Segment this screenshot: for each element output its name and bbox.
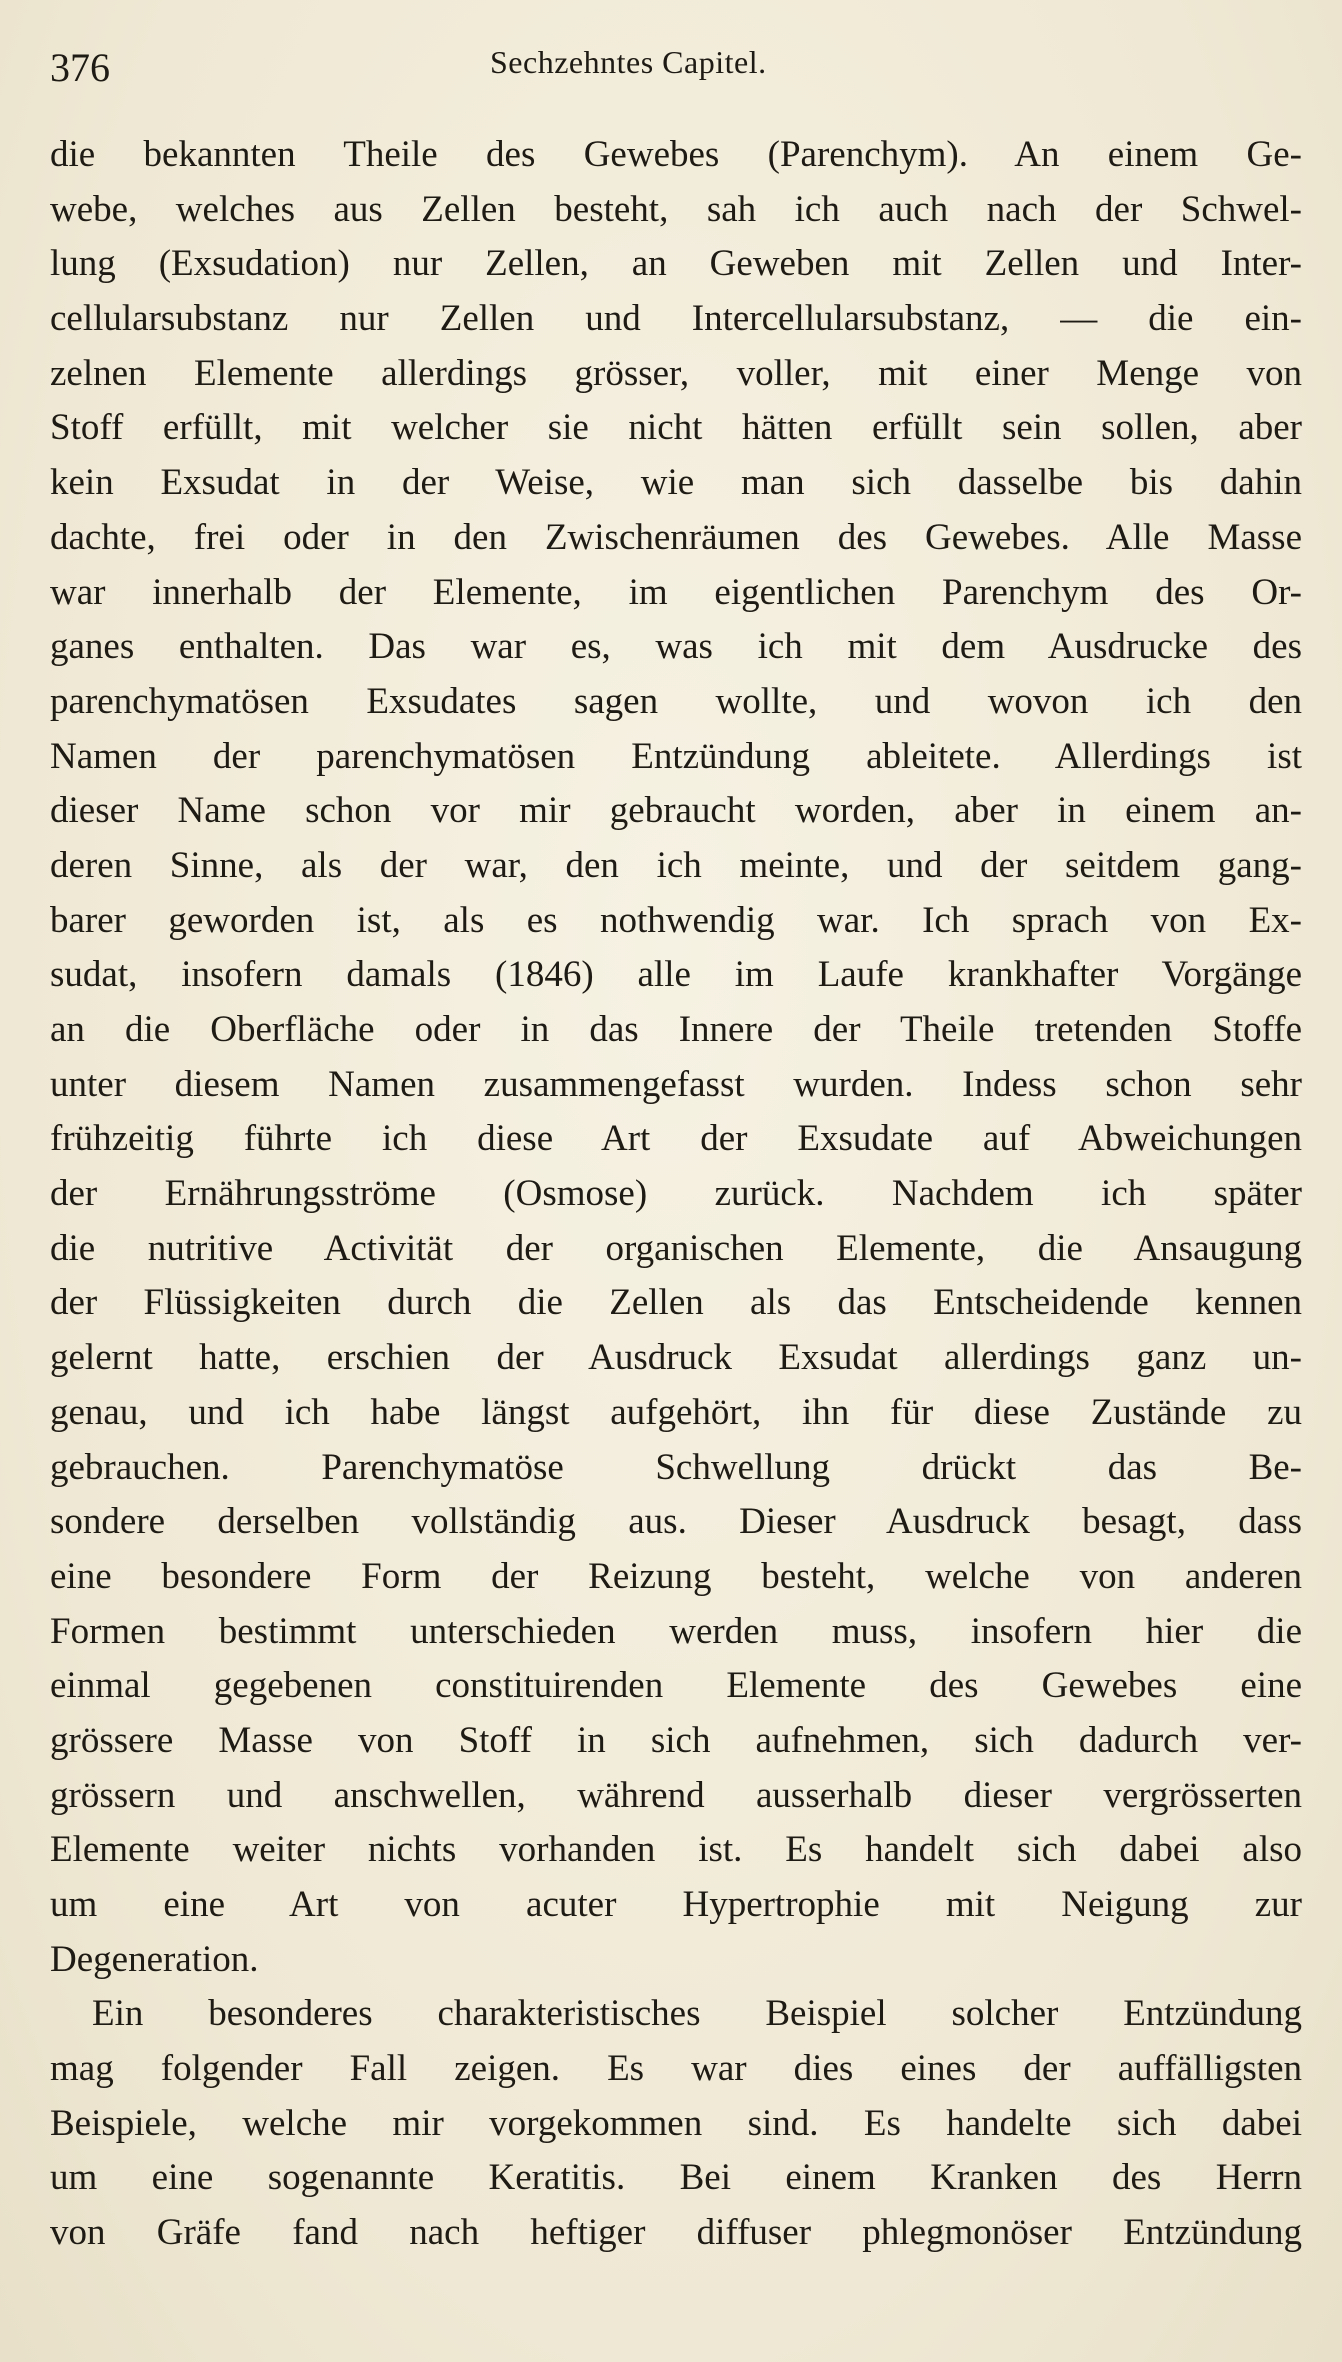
text-line: Ein besonderes charakteristisches Beispiel solcher Entzündung (92, 1993, 1302, 2035)
paragraph (50, 1987, 1302, 2260)
text-line: Elemente weiter nichts vorhanden ist. Es handelt sich dabei also (50, 1829, 1302, 1871)
text-line: war innerhalb der Elemente, im eigentlichen Parenchym des Or- (50, 571, 1302, 613)
text-line: um eine Art von acuter Hypertrophie mit Neigung zur (50, 1884, 1302, 1925)
text-line: barer geworden ist, als es nothwendig war. Ich sprach von Ex- (50, 899, 1302, 941)
book-page (50, 36, 1302, 2326)
running-head: Sechzehntes Capitel. (490, 44, 767, 80)
text-line: cellularsubstanz nur Zellen und Intercellularsubstanz, — die ein- (50, 298, 1302, 340)
text-line: dachte, frei oder in den Zwischenräumen des Gewebes. Alle Masse (50, 516, 1302, 558)
text-line: parenchymatösen Exsudates sagen wollte, und wovon ich den (50, 680, 1302, 722)
text-line: an die Oberfläche oder in das Innere der Theile tretenden Stoffe (50, 1009, 1302, 1050)
text-line: die bekannten Theile des Gewebes (Parenchym). An einem Ge- (50, 134, 1302, 175)
text-line: von Gräfe fand nach heftiger diffuser phlegmonöser Entzündung (50, 2212, 1302, 2254)
text-line: ganes enthalten. Das war es, was ich mit dem Ausdrucke des (50, 626, 1302, 668)
text-line: genau, und ich habe längst aufgehört, ihn für diese Zustände zu (50, 1391, 1302, 1433)
text-line: gebrauchen. Parenchymatöse Schwellung drückt das Be- (50, 1446, 1302, 1488)
text-line: Degeneration. (50, 1938, 259, 1980)
text-line: kein Exsudat in der Weise, wie man sich dasselbe bis dahin (50, 462, 1302, 504)
text-line: webe, welches aus Zellen besteht, sah ich auch nach der Schwel- (50, 188, 1302, 230)
text-line: eine besondere Form der Reizung besteht, welche von anderen (50, 1555, 1302, 1597)
text-line: Namen der parenchymatösen Entzündung ableitete. Allerdings ist (50, 735, 1302, 777)
text-line: mag folgender Fall zeigen. Es war dies eines der auffälligsten (50, 2048, 1302, 2090)
text-line: Formen bestimmt unterschieden werden muss, insofern hier die (50, 1610, 1302, 1652)
page-header (50, 36, 1302, 96)
text-line: sondere derselben vollständig aus. Dieser Ausdruck besagt, dass (50, 1501, 1302, 1543)
text-line: deren Sinne, als der war, den ich meinte, und der seitdem gang- (50, 844, 1302, 886)
text-line: einmal gegebenen constituirenden Elemente des Gewebes eine (50, 1665, 1302, 1707)
text-line: sudat, insofern damals (1846) alle im Laufe krankhafter Vorgänge (50, 954, 1302, 996)
text-line: Stoff erfüllt, mit welcher sie nicht hätten erfüllt sein sollen, aber (50, 407, 1302, 449)
text-line: der Flüssigkeiten durch die Zellen als das Entscheidende kennen (50, 1282, 1302, 1324)
text-line: die nutritive Activität der organischen Elemente, die Ansaugung (50, 1227, 1302, 1269)
text-line: lung (Exsudation) nur Zellen, an Geweben mit Zellen und Inter- (50, 243, 1302, 285)
text-line: gelernt hatte, erschien der Ausdruck Exsudat allerdings ganz un- (50, 1337, 1302, 1379)
text-line: frühzeitig führte ich diese Art der Exsudate auf Abweichungen (50, 1118, 1302, 1160)
text-line: um eine sogenannte Keratitis. Bei einem Kranken des Herrn (50, 2157, 1302, 2199)
paragraph (50, 128, 1302, 1987)
text-line: grössern und anschwellen, während ausserhalb dieser vergrösserten (50, 1774, 1302, 1816)
body-text (50, 128, 1302, 2261)
text-line: grössere Masse von Stoff in sich aufnehmen, sich dadurch ver- (50, 1719, 1302, 1761)
text-line: unter diesem Namen zusammengefasst wurden. Indess schon sehr (50, 1063, 1302, 1105)
page-number: 376 (50, 45, 110, 90)
text-line: Beispiele, welche mir vorgekommen sind. Es handelte sich dabei (50, 2102, 1302, 2144)
text-line: dieser Name schon vor mir gebraucht worden, aber in einem an- (50, 790, 1302, 832)
text-line: der Ernährungsströme (Osmose) zurück. Nachdem ich später (50, 1173, 1302, 1215)
text-line: zelnen Elemente allerdings grösser, voller, mit einer Menge von (50, 352, 1302, 394)
